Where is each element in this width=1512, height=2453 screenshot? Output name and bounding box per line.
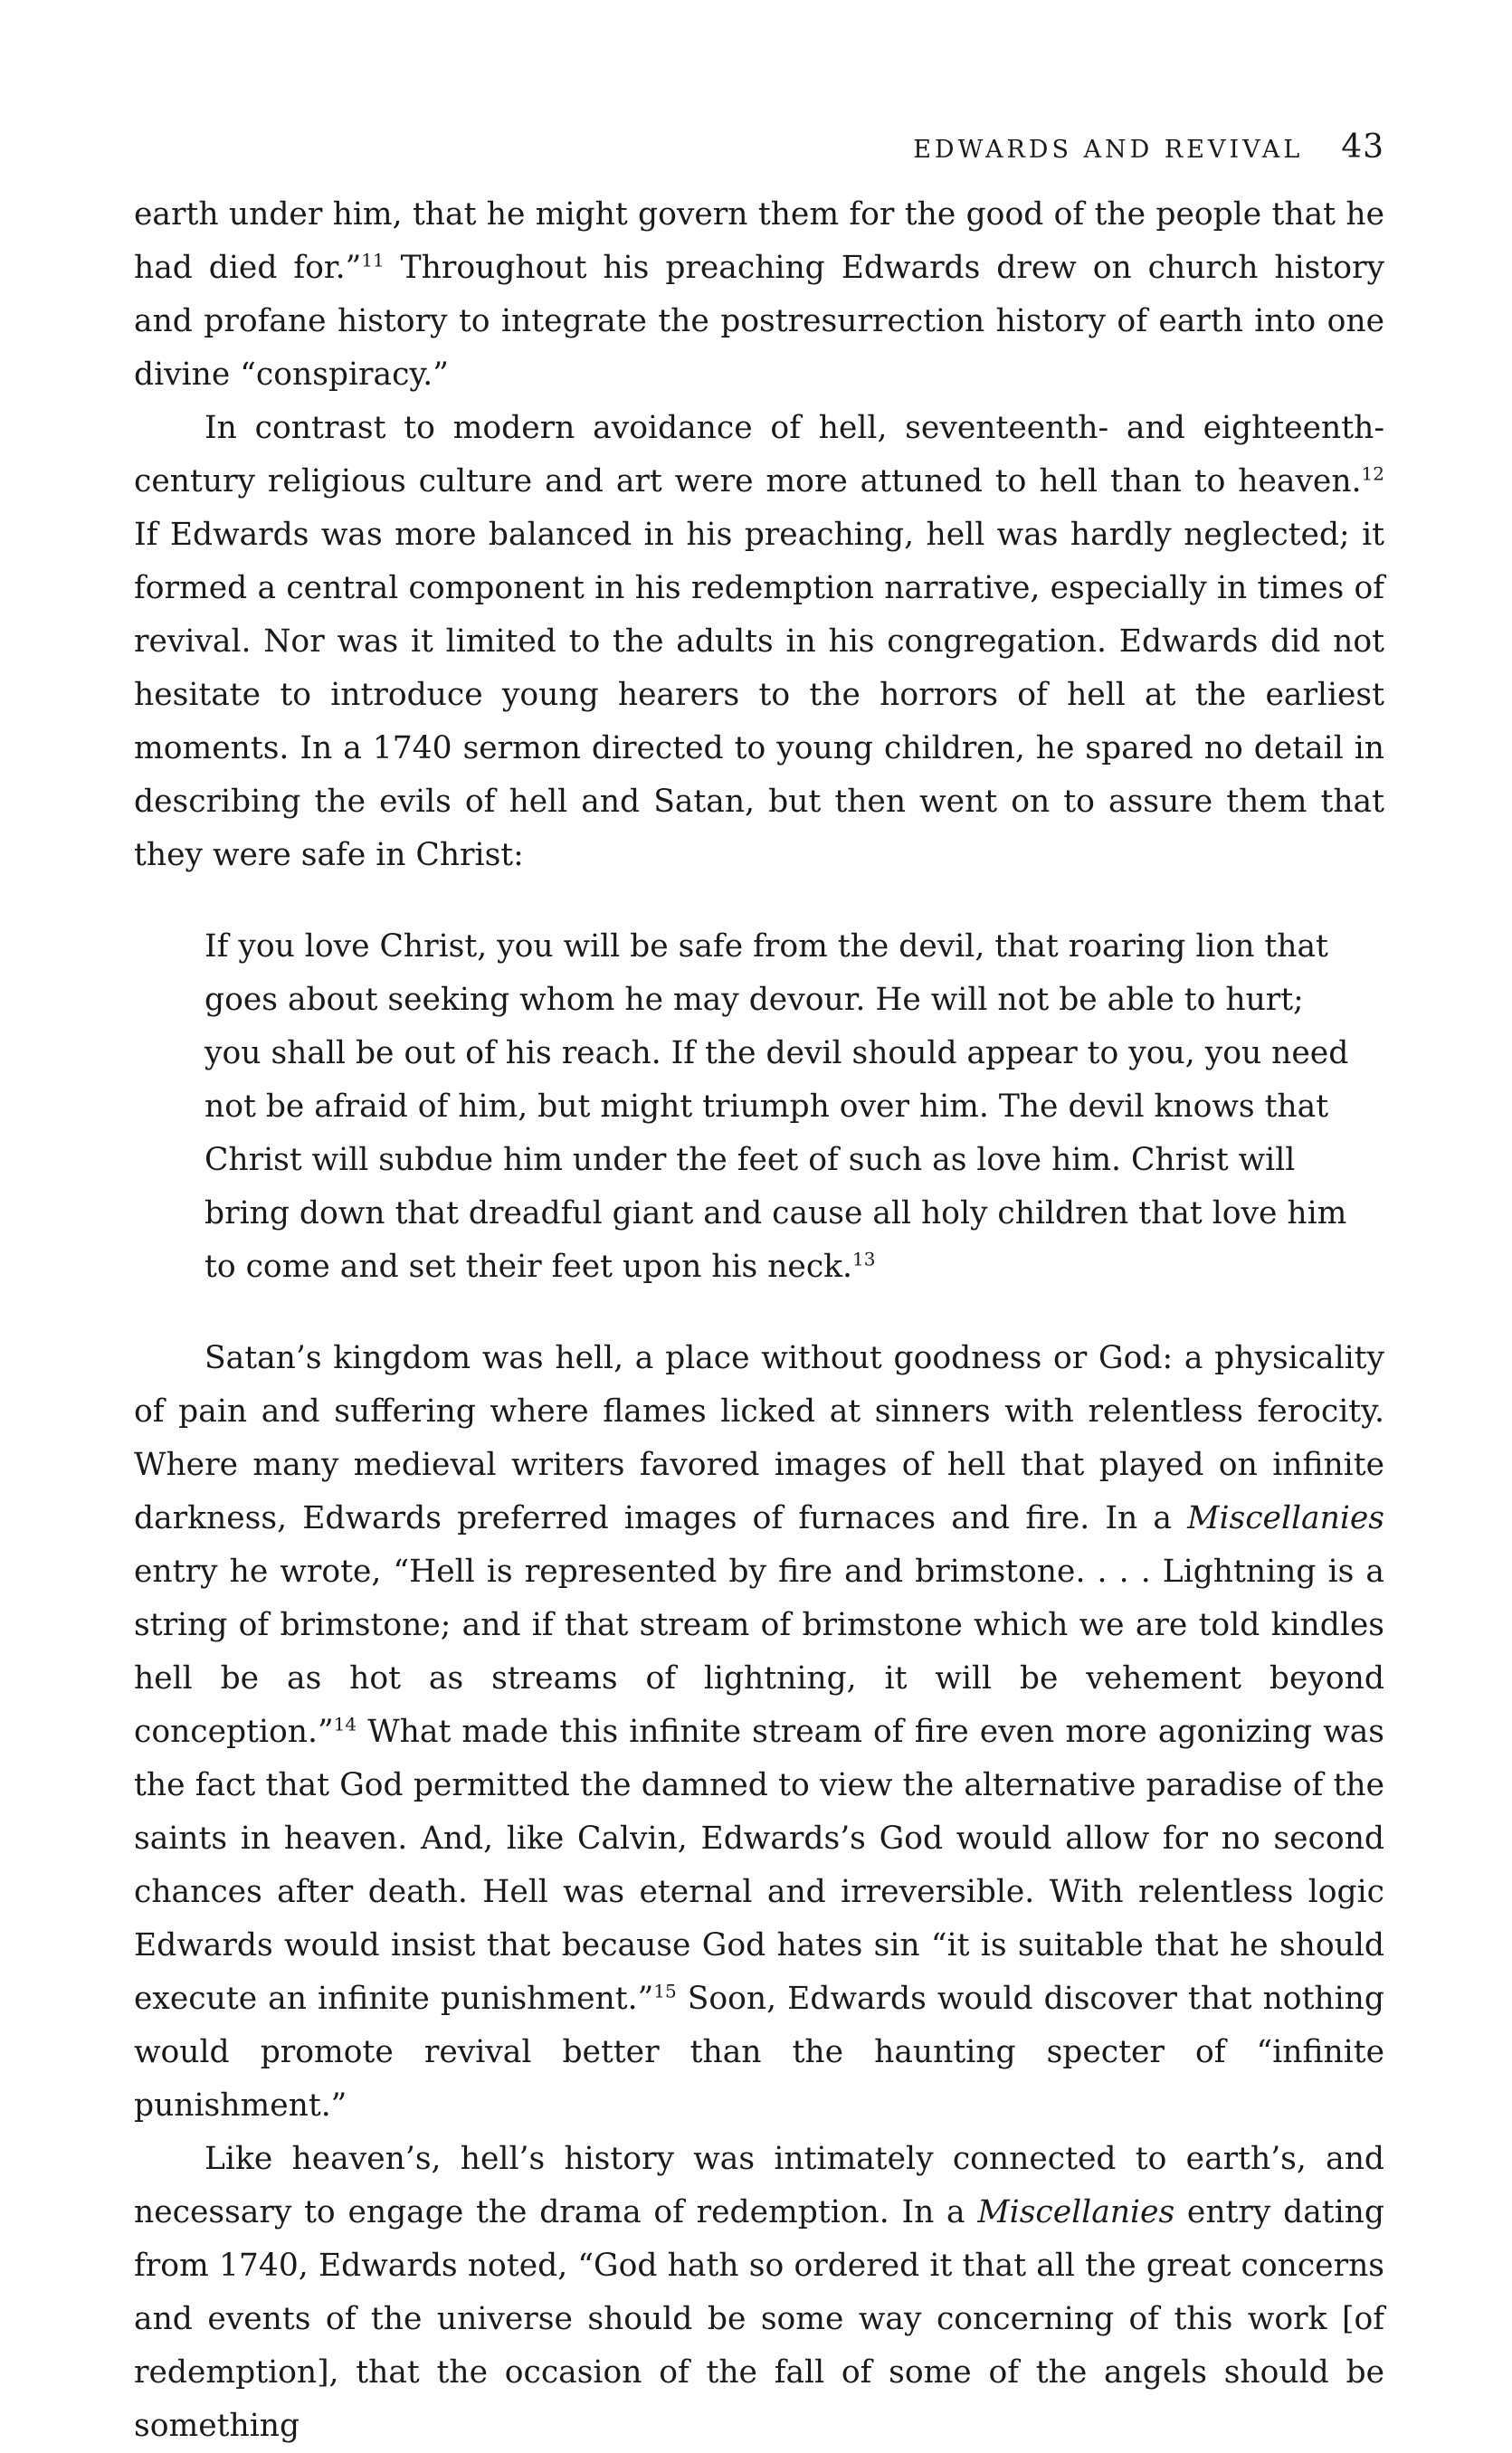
footnote-marker: 12 — [1361, 462, 1384, 485]
footnote-marker: 13 — [852, 1248, 876, 1270]
paragraph-continued — [134, 188, 1384, 402]
footnote-marker: 11 — [361, 249, 385, 271]
body-text — [134, 188, 1384, 2453]
italic-title: Miscellanies — [1187, 1500, 1384, 1536]
paragraph — [134, 2133, 1384, 2453]
text-run: If you love Christ, you will be safe from the devil, that roaring lion that goes about seeking whom he may devour. He will not be able to hurt; you shall be out of his reach. If the devil should appear to you, you need not be afraid of him, but might triumph over him. The devil knows that Christ will subdue him under the feet of such as love him. Christ will bring down that dreadful giant and cause all holy children that love him to come and set their feet upon his neck. — [204, 928, 1349, 1285]
text-run: entry he wrote, “Hell is represented by fire and brimstone. . . . Lightning is a string of brimstone; and if that stream of brimstone which we are told kindles hell be as hot as streams of lightning, it will be vehement beyond conception.” — [134, 1554, 1384, 1750]
text-run: If Edwards was more balanced in his preaching, hell was hardly neglected; it formed a central component in his redemption narrative, especially in times of revival. Nor was it limited to the adults in his congregation. Edwards did not hesitate to introduce young hearers to the horrors of hell at the earliest moments. In a 1740 sermon directed to young children, he spared no detail in describing the evils of hell and Satan, but then went on to assure them that they were safe in Christ: — [134, 517, 1384, 873]
footnote-marker: 14 — [333, 1713, 357, 1735]
running-title: EDWARDS AND REVIVAL — [913, 136, 1304, 164]
page-number: 43 — [1341, 128, 1384, 166]
text-run: entry dating from 1740, Edwards noted, “God hath so ordered it that all the great concerns and events of the universe should be some way concerning of this work [of redemption], that the occasion of the fall of some of the angels should be something — [134, 2194, 1384, 2444]
footnote-marker: 15 — [653, 1980, 677, 2002]
text-run: Throughout his preaching Edwards drew on church history and profane history to integrate the postresurrection history of earth into one divine “conspiracy.” — [134, 250, 1384, 393]
text-run: In contrast to modern avoidance of hell, seventeenth- and eighteenth-century religious culture and art were more attuned to hell than to heaven. — [134, 410, 1384, 499]
running-head — [134, 128, 1384, 166]
block-quote-text — [204, 920, 1349, 1294]
text-run: earth under him, that he might govern them for the good of the people that he had died for.” — [134, 196, 1384, 286]
text-run: What made this infinite stream of fire even more agonizing was the fact that God permitted the damned to view the alternative paradise of the saints in heaven. And, like Calvin, Edwards’s God would allow for no second chances after death. Hell was eternal and irreversible. With relentless logic Edwards would insist that because God hates sin “it is suitable that he should execute an infinite punishment.” — [134, 1714, 1384, 2017]
text-run: Like heaven’s, hell’s history was intimately connected to earth’s, and necessary to engage the drama of redemption. In a — [134, 2141, 1384, 2230]
text-run: Soon, Edwards would discover that nothing would promote revival better than the haunting specter of “infinite punishment.” — [134, 1981, 1384, 2124]
italic-title: Miscellanies — [977, 2194, 1175, 2230]
block-quote — [204, 920, 1349, 1294]
paragraph — [134, 1332, 1384, 2133]
text-run: Satan’s kingdom was hell, a place without goodness or God: a physicality of pain and suffering where flames licked at sinners with relentless ferocity. Where many medieval writers favored images of hell that played on infinite darkness, Edwards preferred images of furnaces and fire. In a — [134, 1340, 1384, 1536]
paragraph — [134, 402, 1384, 882]
